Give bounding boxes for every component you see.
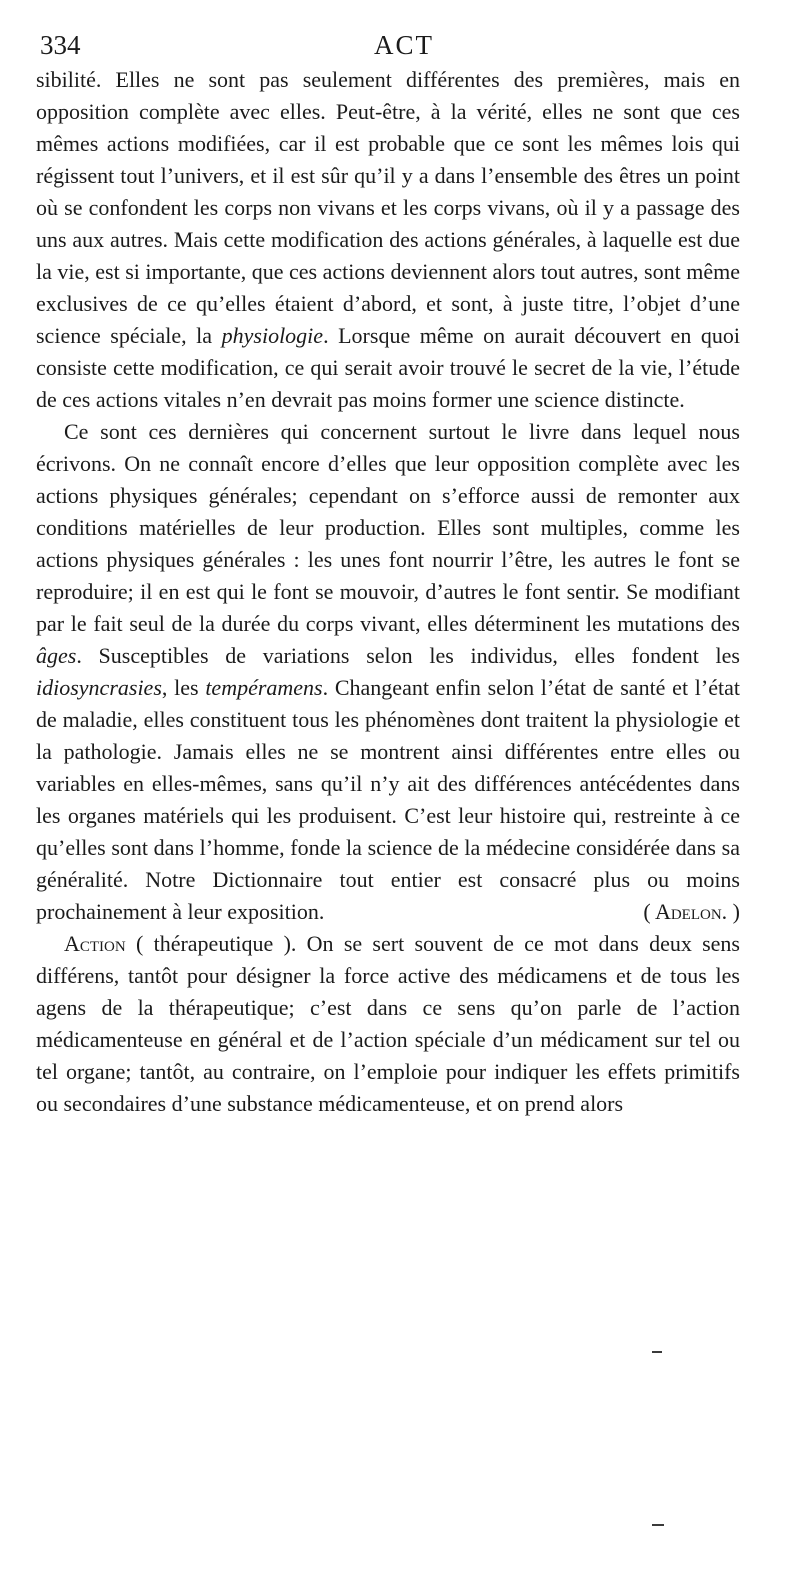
italic-term: physiologie [221,323,324,348]
entry-headword: Action [64,931,126,956]
paragraph-vital-actions [36,416,740,928]
print-speck [652,1351,662,1353]
text-run: . Susceptibles de variations selon les individus, elles fondent les [76,643,740,668]
text-run: ( thérapeutique ). On se sert souvent de ce mot dans deux sens différens, tantôt pour désigner la force active des médicamens et de tous les agens de la thérapeutique; c’est dans ce sens qu’on parle de l’action médicamenteuse en général et de l’action spéciale d’un médicament sur tel ou tel organe; tantôt, au contraire, on l’emploie pour indiquer les effets primitifs ou secondaires d’une substance médicamenteuse, et on prend alors [36,931,740,1116]
paragraph-continued [36,64,740,416]
running-head: ACT [374,30,434,60]
print-speck [652,1524,664,1526]
italic-term: âges [36,643,77,668]
italic-term: tempéramens [205,675,323,700]
italic-term: idiosyncrasies [36,675,162,700]
text-run: Ce sont ces dernières qui concernent surtout le livre dans lequel nous écrivons. On ne connaît encore d’elles que leur opposition complète avec les actions physiques générales; cependant on s’efforce aussi de remonter aux conditions matérielles de leur production. Elles sont multiples, comme les actions physiques générales : les unes font nourrir l’être, les autres le font se reproduire; il en est qui le font se mouvoir, d’autres le font sentir. Se modifiant par le fait seul de la durée du corps vivant, elles déterminent les mutations des [36,419,740,636]
text-run: , les [161,675,206,700]
text-run: . Changeant enfin selon l’état de santé et l’état de maladie, elles constituent tous les phénomènes dont traitent la physiologie et la pathologie. Jamais elles ne se montrent ainsi différentes entre elles ou variables en elles-mêmes, sans qu’il n’y ait des différences antécédentes dans les organes matériels qui les produisent. C’est leur histoire qui, restreinte à ce qu’elles sont dans l’homme, fonde la science de la médecine considérée dans sa généralité. Notre Dictionnaire tout entier est consacré plus ou moins prochainement à leur exposition. [36,675,740,924]
author-signature: ( Adelon. ) [643,899,740,924]
text-run: sibilité. Elles ne sont pas seulement différentes des premières, mais en opposition complète avec elles. Peut-être, à la vérité, elles ne sont que ces mêmes actions modifiées, car il est probable que ce sont les mêmes lois qui régissent tout l’univers, et il est sûr qu’il y a dans l’ensemble des êtres un point où se confondent les corps non vivans et les corps vivans, où il y a passage des uns aux autres. Mais cette modification des actions générales, à laquelle est due la vie, est si importante, que ces actions deviennent alors tout autres, sont même exclusives de ce qu’elles étaient d’abord, et sont, à juste titre, l’objet d’une science spéciale, la [36,67,740,348]
body-text [36,64,740,1120]
paragraph-action-therapeutique [36,928,740,1120]
text-run: . Lorsque même on aurait découvert en quoi consiste cette modification, ce qui serait avoir trouvé le secret de la vie, l’étude de ces actions vitales n’en devrait pas moins former une science distincte. [36,323,740,412]
page-number: 334 [40,30,81,60]
